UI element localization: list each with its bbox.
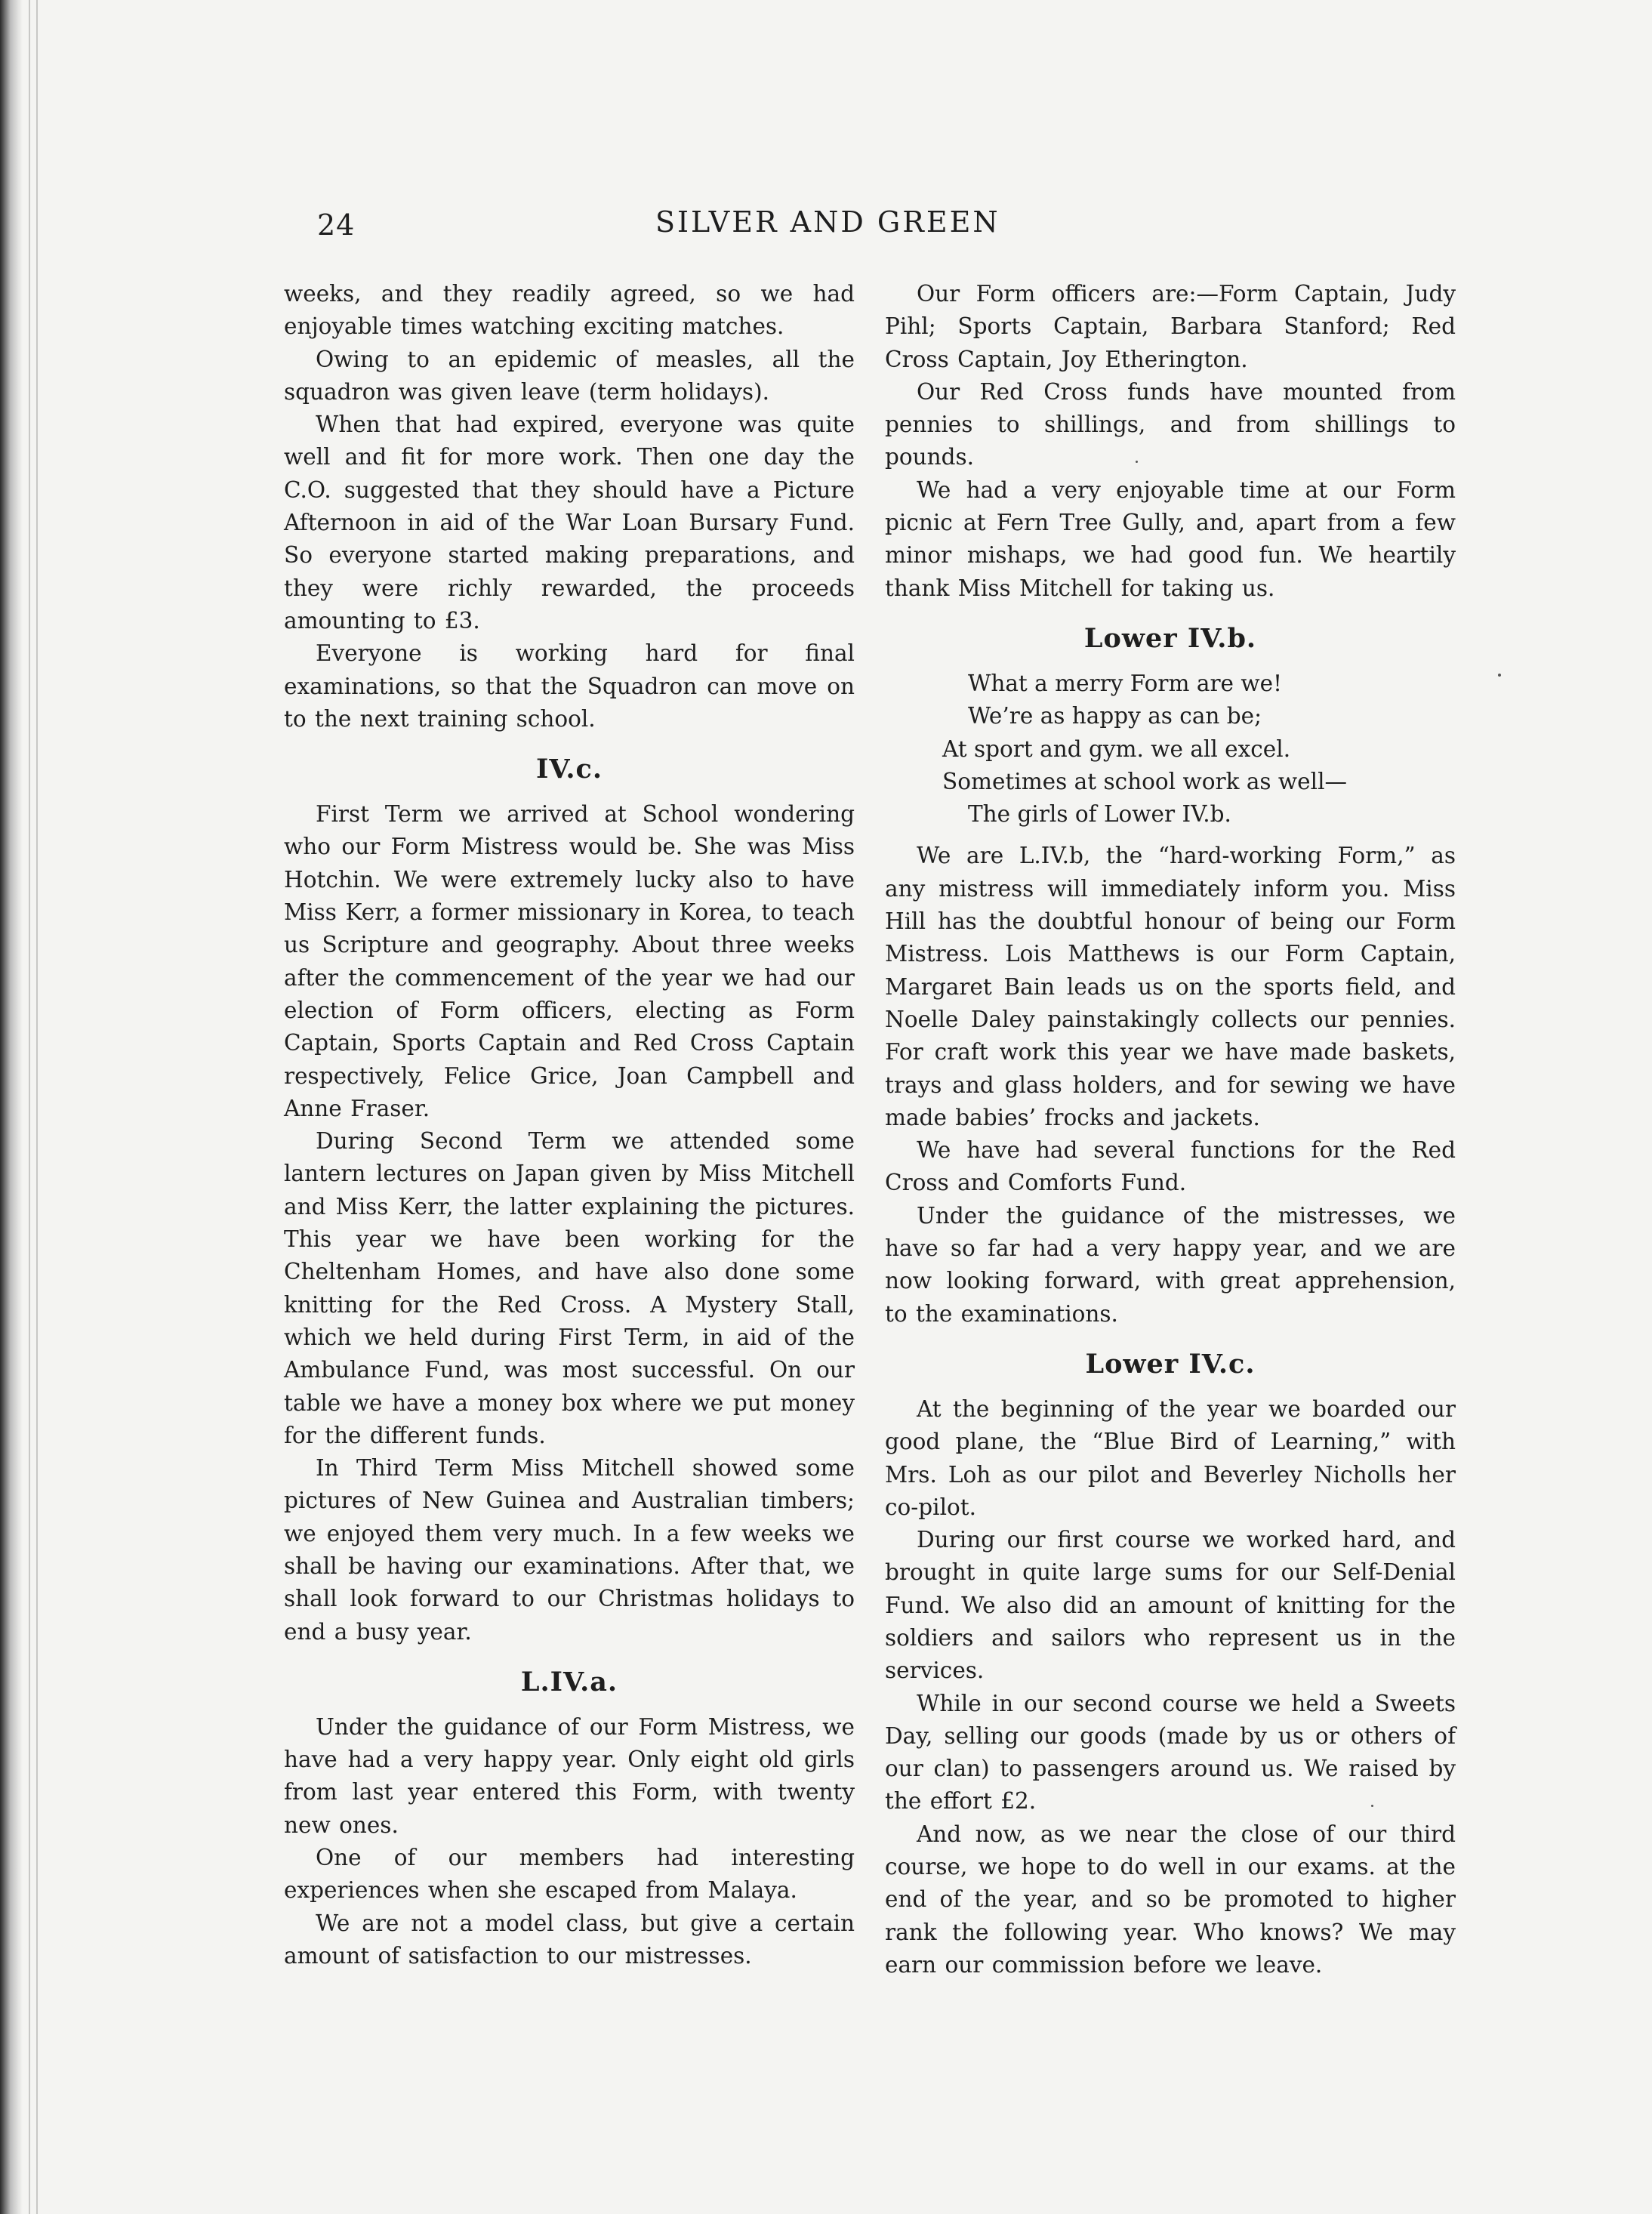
section-heading-lower-ivc: Lower IV.c.	[1085, 1348, 1256, 1380]
page-number: 24	[317, 208, 356, 242]
poem	[885, 668, 1456, 831]
paragraph: At the beginning of the year we boarded our good plane, the “Blue Bird of Learning,” with Mrs. Loh as our pilot and Beverley Nicholls her co-pilot.	[885, 1395, 1456, 1520]
section-heading-liva: L.IV.a.	[520, 1666, 618, 1698]
paragraph: During our first course we worked hard, and brought in quite large sums for our Self-Denial Fund. We also did an amount of knitting for the soldiers and sailors who represent us in the services.	[885, 1527, 1456, 1684]
paragraph: In Third Term Miss Mitchell showed some pictures of New Guinea and Australian timbers; we enjoyed them very much. In a few weeks we shall be having our examinations. After that, we shall look forward to our Christmas holidays to end a busy year.	[284, 1455, 855, 1645]
section-heading-lower-ivb: Lower IV.b.	[1083, 622, 1257, 654]
paragraph: We are not a model class, but give a certain amount of satisfaction to our mistresses.	[284, 1910, 855, 1969]
section-heading-ivc: IV.c.	[535, 754, 603, 785]
left-column	[284, 278, 855, 1972]
paragraph: We have had several functions for the Red Cross and Comforts Fund.	[885, 1137, 1456, 1196]
paragraph: Our Red Cross funds have mounted from pennies to shillings, and from shillings to pounds.	[885, 378, 1456, 470]
paragraph: weeks, and they readily agreed, so we had enjoyable times watching exciting matches.	[284, 281, 855, 340]
paragraph: Under the guidance of the mistresses, we have so far had a very happy year, and we are now looking forward, with great apprehension, to the examinations.	[885, 1202, 1456, 1327]
paragraph: One of our members had interesting experiences when she escaped from Malaya.	[284, 1845, 855, 1904]
paragraph: And now, as we near the close of our third course, we hope to do well in our exams. at the end of the year, and so be promoted to higher rank the following year. Who knows? We may earn our commission before we leave.	[885, 1821, 1456, 1978]
running-head: SILVER AND GREEN	[655, 205, 1000, 239]
paragraph: When that had expired, everyone was quite well and fit for more work. Then one day the C.O. suggested that they should have a Picture Afternoon in aid of the War Loan Bursary Fund. So everyone started making preparations, and they were richly rewarded, the proceeds amounting to £3.	[284, 412, 855, 634]
poem-line: We’re as happy as can be;	[968, 703, 1262, 729]
paragraph: We had a very enjoyable time at our Form picnic at Fern Tree Gully, and, apart from a few minor mishaps, we had good fun. We heartily thank Miss Mitchell for taking us.	[885, 476, 1456, 601]
poem-line: At sport and gym. we all excel.	[942, 735, 1291, 762]
poem-line: What a merry Form are we!	[968, 670, 1282, 696]
paragraph: During Second Term we attended some lantern lectures on Japan given by Miss Mitchell and Miss Kerr, the latter explaining the pictures. This year we have been working for the Cheltenham Homes, and have also done some knitting for the Red Cross. A Mystery Stall, which we held during First Term, in aid of the Ambulance Fund, was most successful. On our table we have a money box where we put money for the different funds.	[284, 1128, 855, 1448]
paper-speck	[1371, 1805, 1373, 1807]
page-binding-shadow	[0, 0, 23, 2214]
page-edge-line	[29, 0, 30, 2214]
right-column	[885, 278, 1456, 1981]
paragraph: Everyone is working hard for final examinations, so that the Squadron can move on to the next training school.	[284, 640, 855, 732]
paragraph: Under the guidance of our Form Mistress, we have had a very happy year. Only eight old girls from last year entered this Form, with twenty new ones.	[284, 1713, 855, 1838]
paper-speck	[1136, 461, 1138, 463]
paragraph: While in our second course we held a Sweets Day, selling our goods (made by us or others of our clan) to passengers around us. We raised by the effort £2.	[885, 1690, 1456, 1815]
paragraph: Our Form officers are:—Form Captain, Judy Pihl; Sports Captain, Barbara Stanford; Red Cross Captain, Joy Etherington.	[885, 281, 1456, 372]
paragraph: We are L.IV.b, the “hard-working Form,” as any mistress will immediately inform you. Miss Hill has the doubtful honour of being our Form Mistress. Lois Matthews is our Form Captain, Margaret Bain leads us on the sports field, and Noelle Daley painstakingly collects our pennies. For craft work this year we have made baskets, trays and glass holders, and for sewing we have made babies’ frocks and jackets.	[885, 843, 1456, 1130]
paragraph: Owing to an epidemic of measles, all the squadron was given leave (term holidays).	[284, 346, 855, 405]
paragraph: First Term we arrived at School wondering who our Form Mistress would be. She was Miss Hotchin. We were extremely lucky also to have Miss Kerr, a former missionary in Korea, to teach us Scripture and geography. About three weeks after the commencement of the year we had our election of Form officers, electing as Form Captain, Sports Captain and Red Cross Captain respectively, Felice Grice, Joan Campbell and Anne Fraser.	[284, 801, 855, 1121]
paper-speck	[1498, 674, 1501, 677]
page-edge-line	[36, 0, 38, 2214]
poem-line: Sometimes at school work as well—	[942, 768, 1347, 794]
poem-line: The girls of Lower IV.b.	[968, 801, 1231, 828]
